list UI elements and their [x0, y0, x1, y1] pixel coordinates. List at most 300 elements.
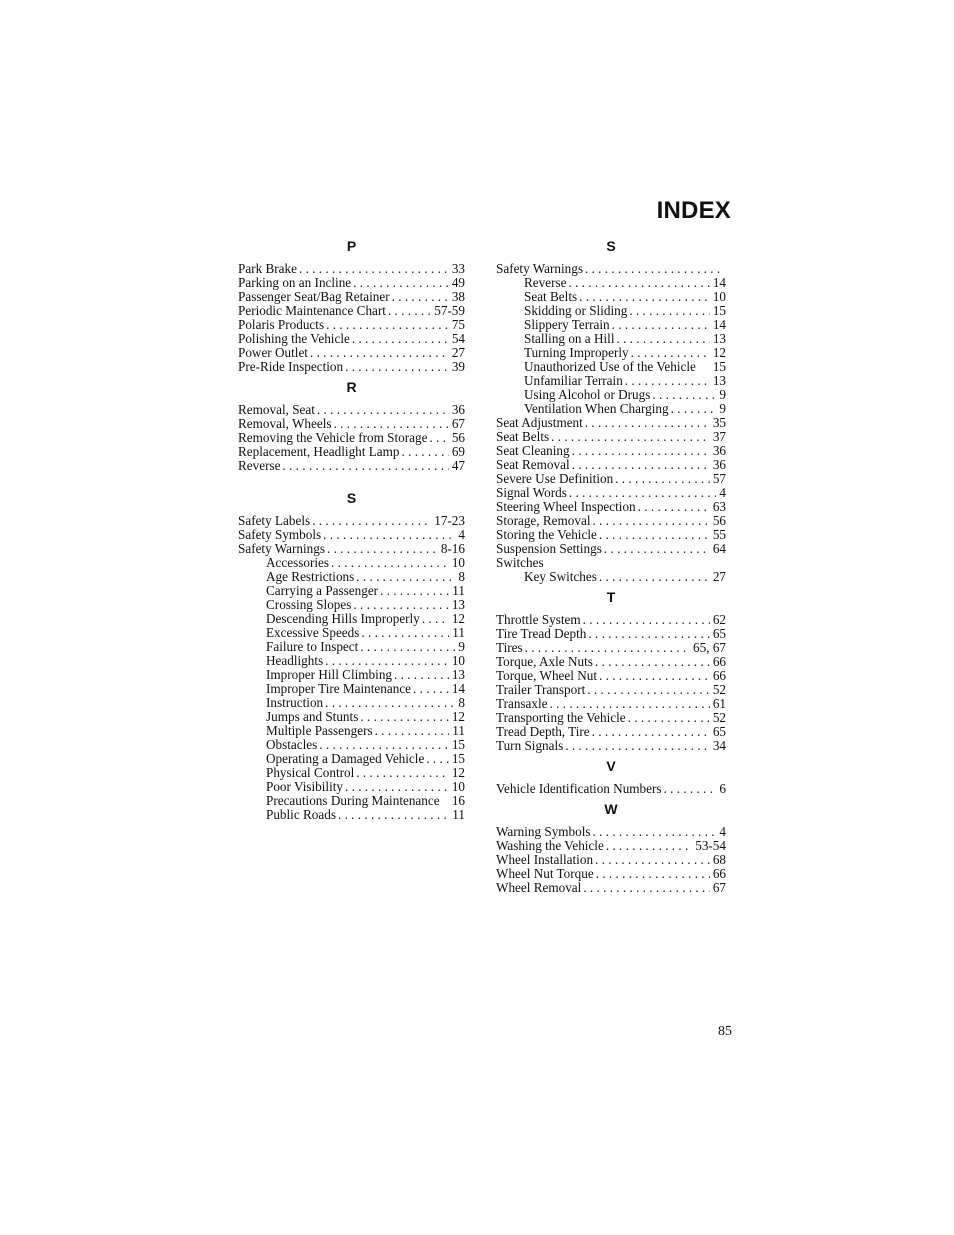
index-subentry — [238, 682, 465, 696]
index-entry — [496, 458, 726, 472]
entry-label: Trailer Transport — [496, 683, 586, 697]
entry-page-ref: 4 — [719, 825, 726, 839]
entry-page-ref: 12 — [451, 766, 465, 780]
dot-leader — [280, 459, 448, 473]
entry-page-ref: 13 — [451, 598, 465, 612]
index-entry — [496, 853, 726, 867]
index-subentry — [238, 710, 465, 724]
dot-leader — [604, 839, 692, 853]
entry-label: Safety Warnings — [238, 542, 325, 556]
entry-label: Poor Visibility — [266, 780, 344, 794]
entry-label: Unauthorized Use of the Vehicle — [524, 360, 696, 374]
dot-leader — [317, 738, 449, 752]
entry-label: Public Roads — [266, 808, 336, 822]
entry-page-ref: 75 — [451, 318, 465, 332]
index-subentry — [496, 346, 726, 360]
dot-leader — [585, 683, 710, 697]
entry-page-ref: 52 — [712, 711, 726, 725]
dot-leader — [583, 416, 710, 430]
entry-page-ref: 11 — [452, 808, 465, 822]
entry-label: Passenger Seat/Bag Retainer — [238, 290, 390, 304]
dot-leader — [523, 641, 690, 655]
entry-label: Power Outlet — [238, 346, 308, 360]
entry-label: Washing the Vehicle — [496, 839, 604, 853]
entry-page-ref: 53-54 — [695, 839, 726, 853]
entry-label: Unfamiliar Terrain — [524, 374, 623, 388]
entry-label: Steering Wheel Inspection — [496, 500, 636, 514]
dot-leader — [350, 332, 449, 346]
index-entry — [496, 725, 726, 739]
entry-label: Torque, Axle Nuts — [496, 655, 593, 669]
dot-leader — [351, 276, 449, 290]
entry-page-ref: 54 — [451, 332, 465, 346]
entry-page-ref: 66 — [712, 655, 726, 669]
entry-page-ref: 49 — [451, 276, 465, 290]
entry-page-ref: 13 — [712, 332, 726, 346]
index-entry — [496, 697, 726, 711]
entry-page-ref: 27 — [451, 346, 465, 360]
dot-leader — [411, 682, 449, 696]
entry-page-ref: 10 — [451, 654, 465, 668]
dot-leader — [297, 262, 449, 276]
entry-label: Replacement, Headlight Lamp — [238, 445, 400, 459]
entry-page-ref: 64 — [712, 542, 726, 556]
index-letter-heading: S — [606, 238, 616, 254]
index-entry — [238, 290, 465, 304]
entry-label: Instruction — [266, 696, 324, 710]
dot-leader — [378, 584, 449, 598]
entry-page-ref: 17-23 — [434, 514, 465, 528]
entry-page-ref: 63 — [712, 500, 726, 514]
entry-label: Periodic Maintenance Chart — [238, 304, 386, 318]
entry-page-ref: 56 — [712, 514, 726, 528]
entry-page-ref: 4 — [458, 528, 465, 542]
index-entry — [496, 683, 726, 697]
dot-leader — [650, 388, 716, 402]
entry-page-ref: 16 — [451, 794, 465, 808]
entry-label: Transaxle — [496, 697, 548, 711]
entry-page-ref: 47 — [451, 459, 465, 473]
entry-label: Precautions During Maintenance — [266, 794, 440, 808]
entry-page-ref: 66 — [712, 669, 726, 683]
entry-label: Seat Belts — [496, 430, 550, 444]
dot-leader — [602, 542, 710, 556]
entry-label: Operating a Damaged Vehicle — [266, 752, 425, 766]
entry-label: Accessories — [266, 556, 329, 570]
entry-page-ref: 15 — [712, 360, 726, 374]
entry-page-ref: 36 — [712, 458, 726, 472]
entry-label: Safety Symbols — [238, 528, 322, 542]
dot-leader — [597, 528, 710, 542]
entry-label: Key Switches — [524, 570, 597, 584]
entry-label: Physical Control — [266, 766, 355, 780]
dot-leader — [636, 500, 710, 514]
entry-label: Vehicle Identification Numbers — [496, 782, 662, 796]
entry-label: Reverse — [238, 459, 281, 473]
entry-label: Pre-Ride Inspection — [238, 360, 344, 374]
dot-leader — [358, 710, 448, 724]
entry-page-ref: 6 — [719, 782, 726, 796]
index-subentry — [496, 276, 726, 290]
entry-page-ref: 65, 67 — [693, 641, 726, 655]
entry-page-ref: 9 — [458, 640, 465, 654]
entry-page-ref: 15 — [712, 304, 726, 318]
entry-page-ref: 8-16 — [440, 542, 465, 556]
dot-leader — [343, 780, 449, 794]
entry-page-ref: 8 — [458, 696, 465, 710]
dot-leader — [594, 867, 710, 881]
entry-label: Turn Signals — [496, 739, 564, 753]
dot-leader — [420, 612, 449, 626]
entry-page-ref: 12 — [451, 612, 465, 626]
entry-page-ref — [723, 556, 726, 570]
index-entry — [238, 262, 465, 276]
index-subentry — [238, 556, 465, 570]
entry-page-ref: 14 — [712, 276, 726, 290]
entry-label: Storing the Vehicle — [496, 528, 597, 542]
dot-leader — [308, 346, 449, 360]
dot-leader — [610, 318, 710, 332]
entry-page-ref: 36 — [712, 444, 726, 458]
entry-label: Switches — [496, 556, 544, 570]
dot-leader — [373, 724, 450, 738]
dot-leader — [567, 486, 717, 500]
index-subentry — [496, 332, 726, 346]
index-subentry — [238, 752, 465, 766]
index-entry — [496, 542, 726, 556]
dot-leader — [549, 430, 710, 444]
index-letter-heading: V — [606, 758, 616, 774]
entry-page-ref: 33 — [451, 262, 465, 276]
dot-leader — [613, 472, 710, 486]
entry-page-ref: 69 — [451, 445, 465, 459]
entry-label: Polishing the Vehicle — [238, 332, 350, 346]
entry-label: Parking on an Incline — [238, 276, 352, 290]
entry-label: Turning Improperly — [524, 346, 629, 360]
entry-label: Tread Depth, Tire — [496, 725, 590, 739]
entry-label: Improper Tire Maintenance — [266, 682, 412, 696]
index-subentry — [238, 724, 465, 738]
entry-label: Descending Hills Improperly — [266, 612, 420, 626]
entry-label: Jumps and Stunts — [266, 710, 359, 724]
entry-label: Removing the Vehicle from Storage — [238, 431, 428, 445]
entry-label: Suspension Settings — [496, 542, 602, 556]
entry-label: Multiple Passengers — [266, 724, 373, 738]
entry-label: Severe Use Definition — [496, 472, 614, 486]
entry-label: Removal, Wheels — [238, 417, 332, 431]
entry-page-ref: 10 — [451, 780, 465, 794]
entry-label: Age Restrictions — [266, 570, 355, 584]
index-subentry — [238, 766, 465, 780]
index-entry — [496, 486, 726, 500]
entry-page-ref: 12 — [451, 710, 465, 724]
index-letter-heading: T — [606, 589, 616, 605]
dot-leader — [354, 570, 455, 584]
entry-page-ref: 62 — [712, 613, 726, 627]
entry-label: Park Brake — [238, 262, 297, 276]
entry-label: Ventilation When Charging — [524, 402, 669, 416]
section-spacer — [238, 473, 465, 485]
index-entry — [496, 711, 726, 725]
dot-leader — [626, 711, 710, 725]
entry-page-ref: 4 — [719, 486, 726, 500]
page-number: 85 — [718, 1024, 732, 1039]
index-subentry — [238, 640, 465, 654]
entry-label: Failure to Inspect — [266, 640, 359, 654]
dot-leader — [669, 402, 717, 416]
entry-page-ref: 12 — [712, 346, 726, 360]
entry-page-ref: 9 — [719, 388, 726, 402]
index-entry — [238, 346, 465, 360]
index-entry — [238, 445, 465, 459]
entry-label: Polaris Products — [238, 318, 325, 332]
entry-label: Crossing Slopes — [266, 598, 352, 612]
dot-leader — [386, 304, 431, 318]
index-subentry — [496, 290, 726, 304]
entry-label: Obstacles — [266, 738, 318, 752]
entry-page-ref: 14 — [712, 318, 726, 332]
index-subentry — [238, 654, 465, 668]
index-entry — [496, 500, 726, 514]
index-entry — [238, 276, 465, 290]
entry-page-ref: 68 — [712, 853, 726, 867]
index-entry — [238, 528, 465, 542]
entry-label: Slippery Terrain — [524, 318, 610, 332]
entry-page-ref: 14 — [451, 682, 465, 696]
dot-leader — [581, 881, 709, 895]
dot-leader — [315, 403, 449, 417]
dot-leader — [354, 766, 449, 780]
index-subentry — [496, 318, 726, 332]
entry-page-ref: 34 — [712, 739, 726, 753]
entry-label: Tire Tread Depth — [496, 627, 587, 641]
index-subentry — [496, 388, 726, 402]
dot-leader — [321, 528, 455, 542]
entry-label: Safety Labels — [238, 514, 311, 528]
index-letter-heading: P — [346, 238, 357, 254]
dot-leader — [591, 514, 710, 528]
index-entry — [238, 360, 465, 374]
dot-leader — [343, 360, 449, 374]
page-title: INDEX — [656, 197, 731, 224]
dot-leader — [629, 346, 710, 360]
entry-label: Carrying a Passenger — [266, 584, 379, 598]
index-entry — [496, 528, 726, 542]
entry-label: Torque, Wheel Nut — [496, 669, 598, 683]
index-subentry — [496, 374, 726, 388]
index-entry — [496, 825, 726, 839]
index-column-left — [238, 236, 465, 822]
index-subentry — [238, 808, 465, 822]
entry-page-ref: 65 — [712, 725, 726, 739]
entry-page-ref: 37 — [712, 430, 726, 444]
dot-leader — [544, 556, 723, 570]
entry-label: Headlights — [266, 654, 324, 668]
dot-leader — [662, 782, 717, 796]
index-entry — [496, 839, 726, 853]
entry-page-ref: 65 — [712, 627, 726, 641]
dot-leader — [324, 318, 449, 332]
entry-page-ref: 39 — [451, 360, 465, 374]
index-subentry — [238, 598, 465, 612]
dot-leader — [359, 626, 449, 640]
index-entry — [496, 669, 726, 683]
entry-page-ref: 15 — [451, 738, 465, 752]
index-letter-heading: R — [346, 379, 357, 395]
dot-leader — [586, 627, 709, 641]
entry-label: Tires — [496, 641, 523, 655]
index-column-right — [496, 236, 726, 895]
dot-leader — [583, 262, 723, 276]
index-subentry — [496, 570, 726, 584]
index-entry — [238, 304, 465, 318]
entry-page-ref: 11 — [452, 584, 465, 598]
entry-page-ref: 36 — [451, 403, 465, 417]
entry-page-ref: 55 — [712, 528, 726, 542]
entry-label: Seat Removal — [496, 458, 570, 472]
entry-page-ref: 66 — [712, 867, 726, 881]
index-subentry — [238, 626, 465, 640]
entry-page-ref: 27 — [712, 570, 726, 584]
index-entry — [238, 403, 465, 417]
index-entry — [496, 867, 726, 881]
index-subentry — [238, 570, 465, 584]
dot-leader — [577, 290, 710, 304]
index-entry — [238, 542, 465, 556]
index-entry — [496, 641, 726, 655]
entry-label: Excessive Speeds — [266, 626, 360, 640]
dot-leader — [329, 556, 449, 570]
entry-page-ref: 57 — [712, 472, 726, 486]
dot-leader — [440, 794, 449, 808]
entry-label: Throttle System — [496, 613, 581, 627]
index-subentry — [496, 402, 726, 416]
entry-label: Reverse — [524, 276, 567, 290]
index-entry — [238, 514, 465, 528]
dot-leader — [563, 739, 710, 753]
index-entry — [496, 472, 726, 486]
index-letter-heading: S — [346, 490, 357, 506]
index-subentry — [496, 360, 726, 374]
entry-page-ref: 67 — [712, 881, 726, 895]
index-entry — [496, 881, 726, 895]
index-letter-heading: W — [604, 801, 618, 817]
index-entry — [238, 332, 465, 346]
dot-leader — [593, 853, 710, 867]
entry-label: Removal, Seat — [238, 403, 315, 417]
dot-leader — [593, 655, 710, 669]
index-subentry — [238, 696, 465, 710]
dot-leader — [310, 514, 431, 528]
entry-label: Improper Hill Climbing — [266, 668, 393, 682]
entry-page-ref: 8 — [458, 570, 465, 584]
index-entry — [496, 416, 726, 430]
dot-leader — [427, 431, 448, 445]
dot-leader — [591, 825, 717, 839]
dot-leader — [623, 374, 710, 388]
entry-label: Wheel Installation — [496, 853, 594, 867]
entry-page-ref: 56 — [451, 431, 465, 445]
entry-page-ref: 13 — [712, 374, 726, 388]
entry-label: Warning Symbols — [496, 825, 591, 839]
index-entry — [238, 318, 465, 332]
index-subentry — [496, 304, 726, 318]
dot-leader — [548, 697, 710, 711]
index-entry — [496, 514, 726, 528]
dot-leader — [336, 808, 449, 822]
dot-leader — [323, 696, 455, 710]
dot-leader — [332, 417, 449, 431]
index-entry — [496, 782, 726, 796]
entry-label: Wheel Removal — [496, 881, 582, 895]
index-entry — [496, 444, 726, 458]
entry-page-ref: 52 — [712, 683, 726, 697]
index-entry — [238, 417, 465, 431]
dot-leader — [424, 752, 449, 766]
dot-leader — [400, 445, 449, 459]
entry-label: Seat Belts — [524, 290, 578, 304]
entry-label: Signal Words — [496, 486, 567, 500]
index-entry — [238, 431, 465, 445]
entry-label: Storage, Removal — [496, 514, 591, 528]
dot-leader — [597, 669, 710, 683]
dot-leader — [392, 668, 449, 682]
entry-page-ref: 11 — [452, 626, 465, 640]
index-entry — [496, 430, 726, 444]
dot-leader — [581, 613, 710, 627]
entry-label: Transporting the Vehicle — [496, 711, 626, 725]
entry-page-ref: 15 — [451, 752, 465, 766]
entry-page-ref: 35 — [712, 416, 726, 430]
index-entry — [496, 556, 726, 570]
entry-label: Safety Warnings — [496, 262, 583, 276]
dot-leader — [570, 458, 710, 472]
entry-label: Skidding or Sliding — [524, 304, 628, 318]
index-entry — [496, 262, 726, 276]
entry-page-ref: 10 — [712, 290, 726, 304]
index-subentry — [238, 668, 465, 682]
dot-leader — [590, 725, 710, 739]
index-subentry — [238, 584, 465, 598]
entry-page-ref: 10 — [451, 556, 465, 570]
index-entry — [238, 459, 465, 473]
entry-page-ref: 13 — [451, 668, 465, 682]
entry-label: Seat Cleaning — [496, 444, 570, 458]
index-entry — [496, 655, 726, 669]
dot-leader — [351, 598, 448, 612]
index-subentry — [238, 612, 465, 626]
dot-leader — [566, 276, 709, 290]
entry-label: Seat Adjustment — [496, 416, 583, 430]
index-entry — [496, 627, 726, 641]
index-subentry — [238, 780, 465, 794]
entry-page-ref: 11 — [452, 724, 465, 738]
entry-page-ref: 9 — [719, 402, 726, 416]
entry-page-ref: 38 — [451, 290, 465, 304]
dot-leader — [570, 444, 710, 458]
entry-page-ref: 57-59 — [434, 304, 465, 318]
entry-label: Wheel Nut Torque — [496, 867, 594, 881]
index-subentry — [238, 738, 465, 752]
dot-leader — [358, 640, 455, 654]
entry-label: Using Alcohol or Drugs — [524, 388, 651, 402]
index-entry — [496, 613, 726, 627]
dot-leader — [614, 332, 709, 346]
entry-page-ref: 61 — [712, 697, 726, 711]
dot-leader — [597, 570, 710, 584]
index-subentry — [238, 794, 465, 808]
dot-leader — [325, 542, 438, 556]
